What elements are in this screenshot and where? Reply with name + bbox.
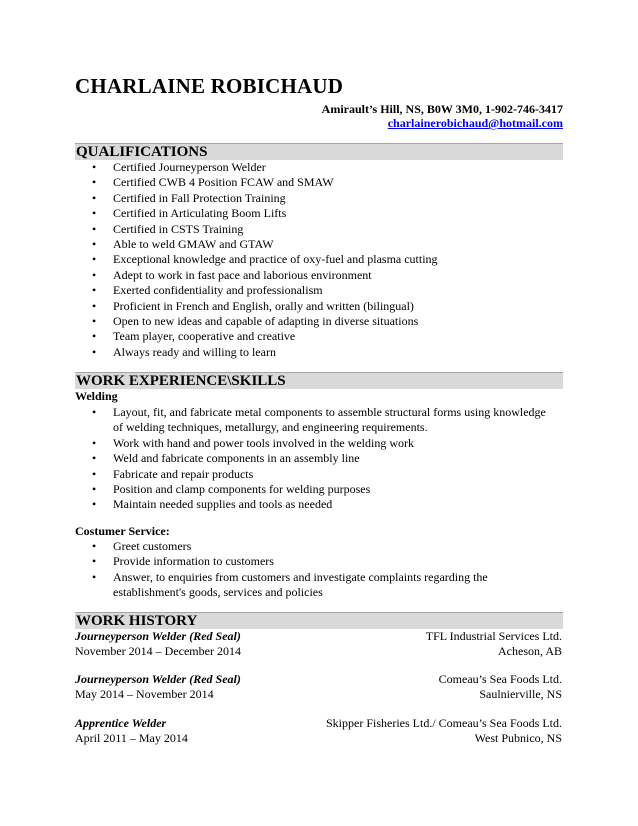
job-dates: May 2014 – November 2014 (75, 687, 214, 701)
job-location: West Pubnico, NS (474, 731, 562, 745)
list-item: • Adept to work in fast pace and laborious environment (75, 268, 555, 283)
candidate-name: CHARLAINE ROBICHAUD (75, 74, 344, 98)
job-location: Saulnierville, NS (479, 687, 562, 701)
job-dates: November 2014 – December 2014 (75, 644, 241, 658)
list-item: • Weld and fabricate components in an assembly line (75, 451, 555, 466)
welding-subheading: Welding (75, 389, 118, 403)
customer-skills-list (75, 539, 555, 601)
list-item: • Maintain needed supplies and tools as needed (75, 497, 555, 512)
job-title: Journeyperson Welder (Red Seal) (75, 629, 241, 643)
section-history-heading: WORK HISTORY (75, 612, 563, 629)
list-item: • Certified in CSTS Training (75, 222, 555, 237)
contact-address: Amirault’s Hill, NS, B0W 3M0, 1-902-746-3417 (321, 102, 563, 116)
job-location: Acheson, AB (498, 644, 562, 658)
list-item: • Proficient in French and English, orally and written (bilingual) (75, 299, 555, 314)
job-dates: April 2011 – May 2014 (75, 731, 188, 745)
list-item: • Always ready and willing to learn (75, 345, 555, 360)
list-item: • Exceptional knowledge and practice of oxy-fuel and plasma cutting (75, 252, 555, 267)
list-item: • Certified CWB 4 Position FCAW and SMAW (75, 175, 555, 190)
list-item: • Answer, to enquiries from customers and investigate complaints regarding the establishment's goods, services and policies (75, 570, 555, 601)
list-item: • Certified in Articulating Boom Lifts (75, 206, 555, 221)
section-qualifications-heading: QUALIFICATIONS (75, 143, 563, 160)
job-company: Skipper Fisheries Ltd./ Comeau’s Sea Foods Ltd. (326, 716, 562, 730)
list-item: • Exerted confidentiality and professionalism (75, 283, 555, 298)
list-item: • Open to new ideas and capable of adapting in diverse situations (75, 314, 555, 329)
contact-email-link[interactable]: charlainerobichaud@hotmail.com (387, 116, 563, 130)
list-item: • Greet customers (75, 539, 555, 554)
list-item: • Team player, cooperative and creative (75, 329, 555, 344)
job-title: Journeyperson Welder (Red Seal) (75, 672, 241, 686)
job-company: TFL Industrial Services Ltd. (425, 629, 562, 643)
job-company: Comeau’s Sea Foods Ltd. (438, 672, 562, 686)
list-item: • Able to weld GMAW and GTAW (75, 237, 555, 252)
list-item: • Work with hand and power tools involved in the welding work (75, 436, 555, 451)
list-item: • Layout, fit, and fabricate metal components to assemble structural forms using knowledge of welding techniques, metallurgy, and engineering requirements. (75, 405, 555, 436)
qualifications-list (75, 160, 555, 360)
list-item: • Position and clamp components for welding purposes (75, 482, 555, 497)
list-item: • Provide information to customers (75, 554, 555, 569)
list-item: • Certified in Fall Protection Training (75, 191, 555, 206)
list-item: • Fabricate and repair products (75, 467, 555, 482)
section-experience-heading: WORK EXPERIENCE\SKILLS (75, 372, 563, 389)
list-item: • Certified Journeyperson Welder (75, 160, 555, 175)
job-title: Apprentice Welder (75, 716, 167, 730)
customer-service-subheading: Costumer Service: (75, 524, 170, 538)
welding-skills-list (75, 405, 555, 513)
